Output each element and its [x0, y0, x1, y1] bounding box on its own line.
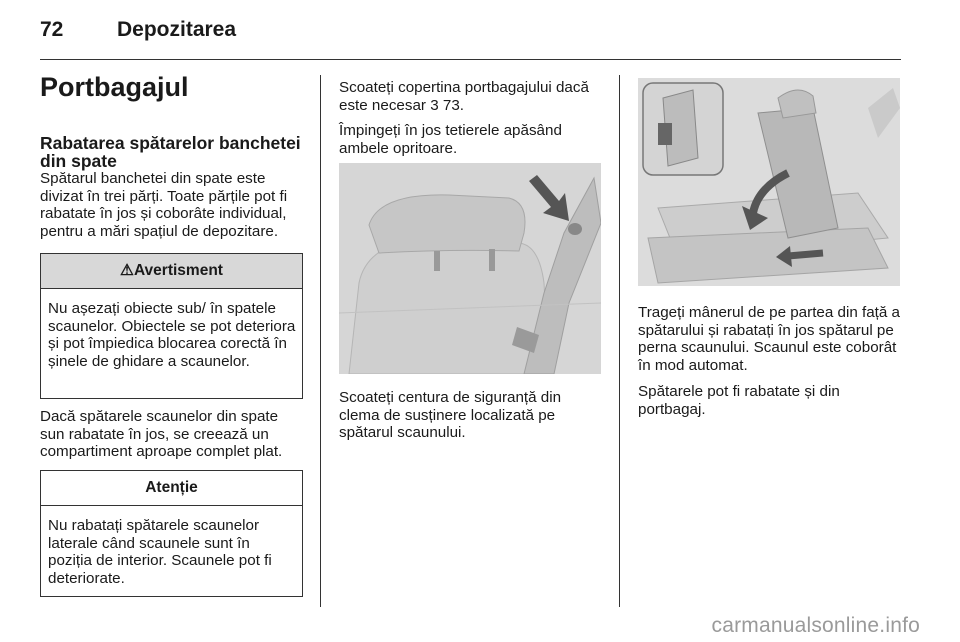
column-3-text — [638, 304, 906, 418]
headrest-belt-figure — [339, 163, 601, 374]
pull-handle-paragraph: Trageți mânerul de pe partea din față a spătarului și rabatați în jos spătarul pe perna scaunului. Scaunul este coborât în mod automat. — [638, 304, 901, 374]
seat-illustration — [638, 78, 900, 286]
warning-header: ⚠Avertisment — [41, 254, 302, 289]
page-number: 72 — [40, 18, 64, 41]
column-2-top — [339, 79, 603, 157]
remove-cover-paragraph: Scoateți copertina portbagajului dacă este necesar 3 73. — [339, 79, 589, 114]
caution-box — [40, 470, 303, 597]
header-rule — [40, 59, 901, 60]
watermark: carmanualsonline.info — [711, 614, 920, 637]
warning-box — [40, 253, 303, 399]
seat-folding-figure — [638, 78, 900, 286]
section-title: Depozitarea — [117, 18, 237, 41]
page-reference: 3 73. — [430, 96, 464, 114]
page-title: Portbagajul — [40, 72, 189, 102]
column-divider — [320, 75, 321, 607]
caution-text: Nu rabatați spătarele scaunelor laterale când scaunele sunt în poziția de interior. Scaunele pot fi deteriorate. — [48, 517, 272, 587]
column-divider — [619, 75, 620, 607]
subsection-title: Rabatarea spătarelor banchetei din spate — [40, 133, 301, 171]
intro-paragraph: Spătarul banchetei din spate este divizat în trei părți. Toate părțile pot fi rabatate în jos și coborâte individual, pentru a mări spațiul de depozitare. — [40, 170, 288, 240]
column-1-intro — [40, 134, 306, 240]
remove-belt-paragraph: Scoateți centura de siguranță din clema de susținere localizată pe spătarul scaunului. — [339, 389, 562, 441]
warning-icon: ⚠ — [120, 262, 134, 279]
flat-compartment-paragraph: Dacă spătarele scaunelor din spate sun rabatate în jos, se creează un compartiment aproape complet plat. — [40, 408, 283, 460]
headrest-paragraph: Împingeți în jos tetierele apăsând ambele opritoare. — [339, 122, 562, 157]
warning-text: Nu așezați obiecte sub/ în spatele scaunelor. Obiectele se pot deteriora și pot împiedica blocarea corectă în șinele de ghidare a scaunelor. — [48, 300, 296, 370]
fold-from-trunk-paragraph: Spătarele pot fi rabatate și din portbagaj. — [638, 383, 840, 418]
caution-header: Atenție — [41, 471, 302, 506]
headrest-illustration — [339, 163, 601, 374]
